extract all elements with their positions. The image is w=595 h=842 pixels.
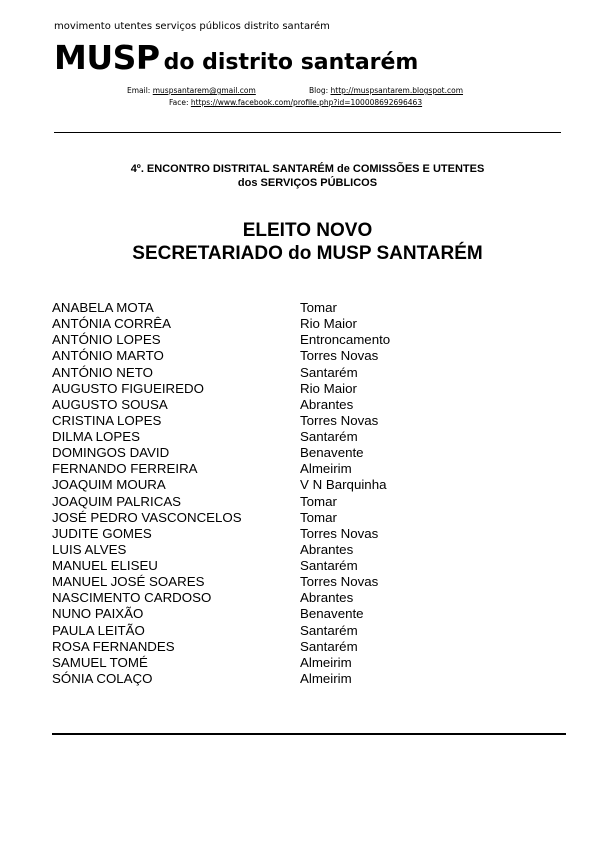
member-place: Tomar — [300, 300, 337, 315]
headline-line2: SECRETARIADO do MUSP SANTARÉM — [132, 243, 483, 264]
brand-district: do distrito santarém — [163, 50, 419, 75]
contact-email-line — [127, 86, 256, 95]
member-name: AUGUSTO SOUSA — [52, 396, 168, 412]
member-place: Rio Maior — [300, 380, 357, 396]
member-name: CRISTINA LOPES — [52, 412, 162, 428]
member-name: DILMA LOPES — [52, 429, 140, 444]
contact-face-line — [169, 98, 422, 107]
member-place: V N Barquinha — [300, 477, 387, 493]
headline-line1: ELEITO NOVO — [242, 220, 373, 241]
bottom-divider — [52, 733, 566, 735]
member-name: ANTÓNIA CORRÊA — [52, 316, 171, 332]
blog-link[interactable]: http://muspsantarem.blogspot.com — [330, 86, 464, 95]
member-name: JOAQUIM PALRICAS — [52, 493, 182, 509]
member-place: Entroncamento — [300, 332, 391, 348]
email-link[interactable]: muspsantarem@gmail.com — [152, 86, 256, 95]
member-name: DOMINGOS DAVID — [52, 445, 170, 461]
brand-title — [54, 38, 418, 77]
member-place: Abrantes — [300, 541, 354, 557]
brand-acronym: MUSP — [54, 38, 160, 77]
member-name: ANTÓNIO MARTO — [52, 348, 164, 364]
member-name: MANUEL ELISEU — [52, 558, 158, 573]
member-place: Santarém — [300, 558, 358, 573]
member-place: Torres Novas — [300, 412, 379, 428]
member-place: Almeirim — [300, 670, 352, 686]
header-tagline: movimento utentes serviços públicos distrito santarém — [54, 21, 330, 32]
member-place: Torres Novas — [300, 574, 379, 590]
member-name: AUGUSTO FIGUEIREDO — [52, 380, 204, 396]
member-name: LUIS ALVES — [52, 541, 127, 557]
member-place: Almeirim — [300, 461, 352, 477]
member-name: ANTÓNIO NETO — [52, 364, 153, 380]
member-name: JOSÉ PEDRO VASCONCELOS — [52, 509, 242, 525]
member-place: Santarém — [300, 429, 358, 444]
member-name: JOAQUIM MOURA — [52, 477, 166, 493]
member-place: Almeirim — [300, 654, 352, 670]
meeting-title-line2: dos SERVIÇOS PÚBLICOS — [237, 177, 378, 189]
member-name: NASCIMENTO CARDOSO — [52, 590, 212, 606]
email-label: Email: — [127, 86, 151, 95]
member-place: Abrantes — [300, 396, 354, 412]
member-name: SAMUEL TOMÉ — [52, 654, 148, 670]
member-name: PAULA LEITÃO — [52, 622, 145, 638]
member-place: Santarém — [300, 638, 358, 654]
member-name: ROSA FERNANDES — [52, 638, 175, 654]
member-place: Benavente — [300, 606, 364, 622]
member-place: Santarém — [300, 622, 358, 638]
member-name: JUDITE GOMES — [52, 525, 152, 541]
member-place: Tomar — [300, 493, 337, 509]
member-place: Benavente — [300, 445, 364, 461]
member-place: Torres Novas — [300, 348, 379, 364]
member-name: SÓNIA COLAÇO — [52, 670, 153, 686]
member-name: ANABELA MOTA — [52, 300, 154, 315]
member-place: Abrantes — [300, 590, 354, 606]
member-name: ANTÓNIO LOPES — [52, 332, 161, 348]
meeting-title — [54, 162, 561, 190]
member-place: Santarém — [300, 364, 358, 380]
blog-label: Blog: — [309, 86, 329, 95]
member-place: Torres Novas — [300, 525, 379, 541]
member-name: NUNO PAIXÃO — [52, 606, 144, 622]
face-label: Face: — [169, 98, 189, 107]
top-divider — [54, 132, 561, 133]
member-place: Rio Maior — [300, 316, 357, 332]
facebook-link[interactable]: https://www.facebook.com/profile.php?id=100008692696463 — [190, 98, 423, 107]
headline — [54, 219, 561, 265]
member-place: Tomar — [300, 509, 337, 525]
member-name: FERNANDO FERREIRA — [52, 461, 198, 477]
member-name: MANUEL JOSÉ SOARES — [52, 574, 205, 590]
contact-blog-line — [309, 86, 463, 95]
meeting-title-line1: 4º. ENCONTRO DISTRITAL SANTARÉM de COMISSÕES E UTENTES — [130, 163, 485, 175]
